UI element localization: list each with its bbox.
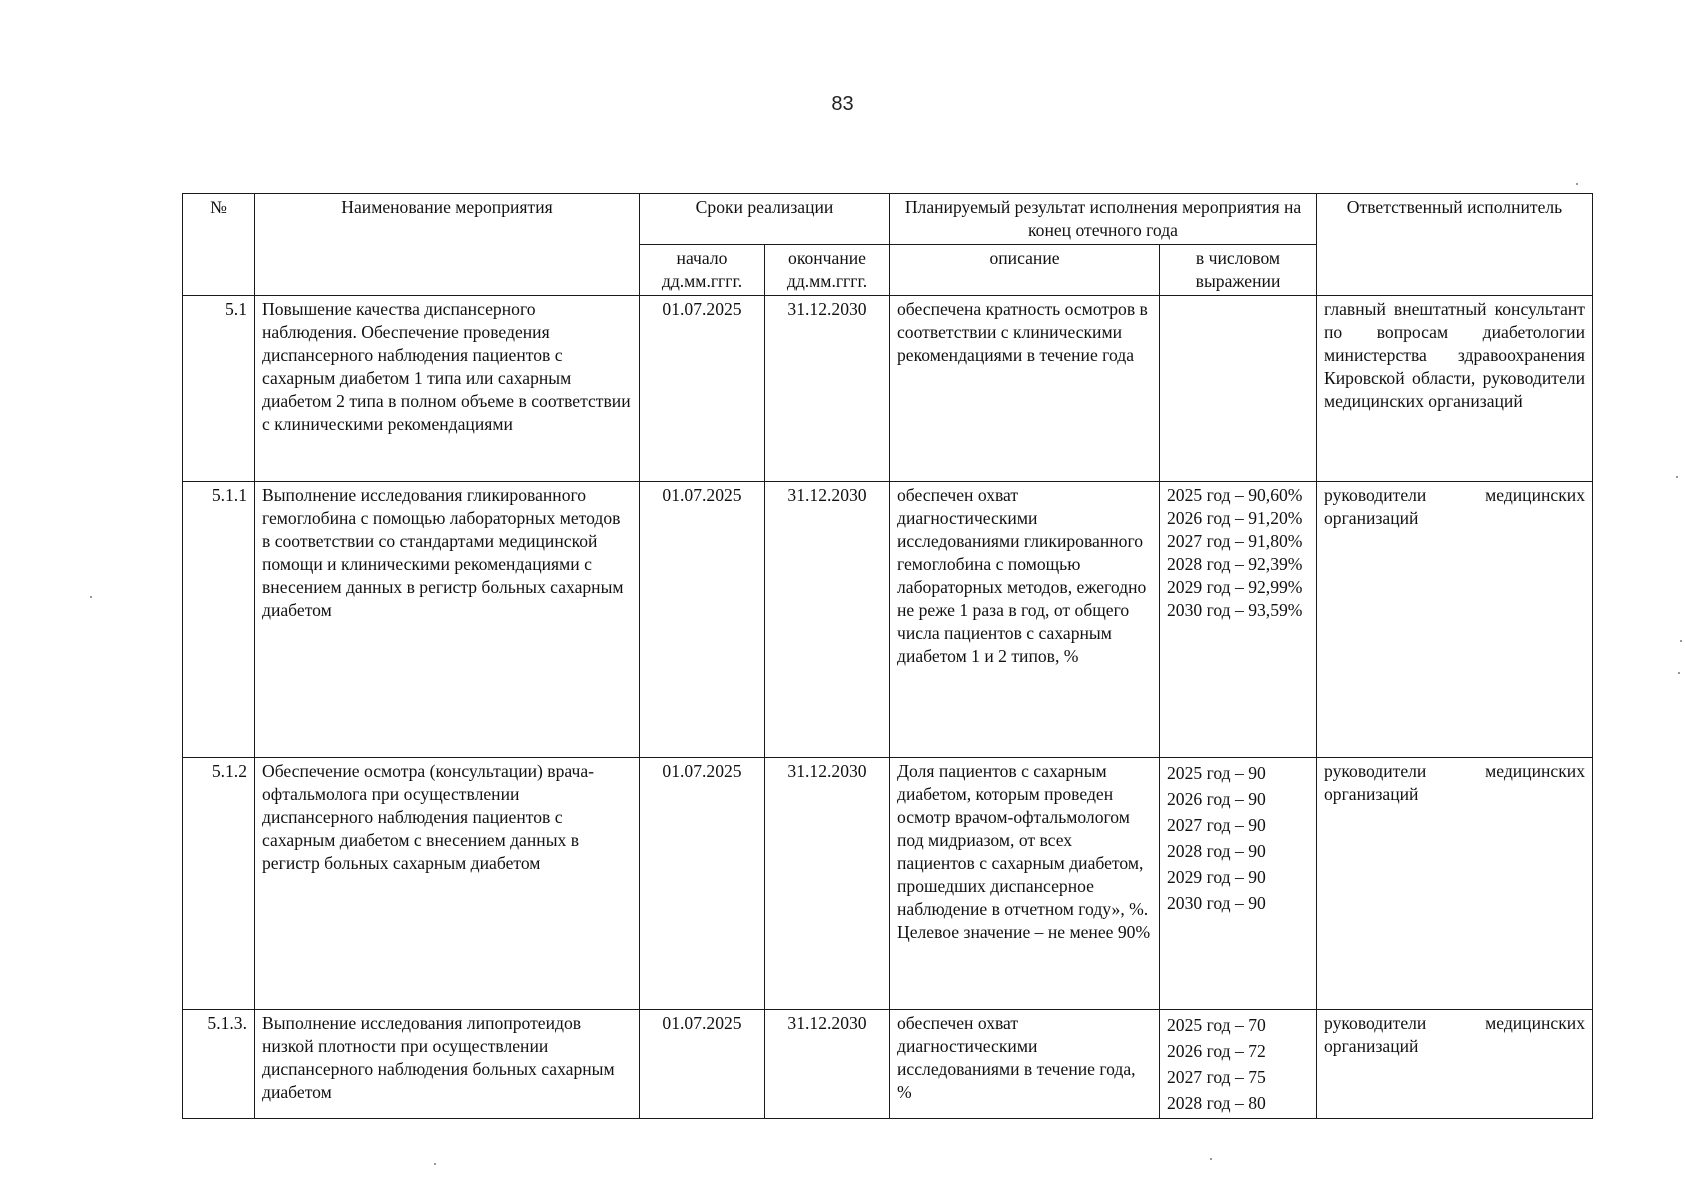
row-start-date: 01.07.2025 — [640, 296, 765, 482]
numeric-value-item: 2025 год – 90,60% — [1167, 485, 1303, 505]
row-end-date: 31.12.2030 — [765, 296, 890, 482]
table-row — [183, 1010, 1593, 1119]
row-description: обеспечена кратность осмотров в соответствии с клиническими рекомендациями в течение года — [890, 296, 1160, 482]
numeric-value-item: 2026 год – 91,20% — [1167, 508, 1303, 528]
row-activity-name: Повышение качества диспансерного наблюдения. Обеспечение проведения диспансерного наблюдения пациентов с сахарным диабетом 1 типа или сахарным диабетом 2 типа в полном объеме в соответствии с клиническими рекомендациями — [255, 296, 640, 482]
scan-speck — [434, 1163, 436, 1165]
row-description: обеспечен охват диагностическими исследованиями гликированного гемоглобина с помощью лабораторных методов, ежегодно не реже 1 раза в год, от общего числа пациентов с сахарным диабетом 1 и 2 типов, % — [890, 482, 1160, 758]
page-number: 83 — [831, 93, 854, 115]
activities-table — [182, 193, 1593, 1119]
header-start-date: начало дд.мм.гггг. — [640, 245, 765, 296]
header-terms: Сроки реализации — [640, 194, 890, 245]
row-number: 5.1.1 — [183, 482, 255, 758]
row-start-date: 01.07.2025 — [640, 1010, 765, 1119]
row-responsible: руководители медицинских организаций — [1317, 482, 1593, 758]
row-activity-name: Выполнение исследования липопротеидов низкой плотности при осуществлении диспансерного наблюдения больных сахарным диабетом — [255, 1010, 640, 1119]
row-responsible: руководители медицинских организаций — [1317, 758, 1593, 1010]
scan-speck — [1676, 476, 1678, 478]
table-row — [183, 482, 1593, 758]
row-number: 5.1 — [183, 296, 255, 482]
scan-speck — [1678, 672, 1680, 674]
scan-speck — [1680, 640, 1682, 642]
header-end-date: окончание дд.мм.гггг. — [765, 245, 890, 296]
row-description: обеспечен охват диагностическими исследованиями в течение года, % — [890, 1010, 1160, 1119]
row-end-date: 31.12.2030 — [765, 482, 890, 758]
row-number: 5.1.2 — [183, 758, 255, 1010]
row-responsible: руководители медицинских организаций — [1317, 1010, 1593, 1119]
row-end-date: 31.12.2030 — [765, 1010, 890, 1119]
row-start-date: 01.07.2025 — [640, 758, 765, 1010]
scan-speck — [1210, 1158, 1212, 1160]
row-activity-name: Выполнение исследования гликированного гемоглобина с помощью лабораторных методов в соответствии со стандартами медицинской помощи и клиническими рекомендациями с внесением данных в регистр больных сахарным диабетом — [255, 482, 640, 758]
row-activity-name: Обеспечение осмотра (консультации) врача-офтальмолога при осуществлении диспансерного наблюдения пациентов с сахарным диабетом с внесением данных в регистр больных сахарным диабетом — [255, 758, 640, 1010]
row-end-date: 31.12.2030 — [765, 758, 890, 1010]
scan-speck — [90, 596, 92, 598]
header-activity-name: Наименование мероприятия — [255, 194, 640, 296]
header-number: № — [183, 194, 255, 296]
row-start-date: 01.07.2025 — [640, 482, 765, 758]
table-row — [183, 296, 1593, 482]
header-description: описание — [890, 245, 1160, 296]
row-numeric-value — [1160, 482, 1317, 758]
numeric-value-item: 2029 год – 92,99% — [1167, 577, 1303, 597]
row-numeric-value — [1160, 296, 1317, 482]
row-number: 5.1.3. — [183, 1010, 255, 1119]
header-planned-result: Планируемый результат исполнения мероприятия на конец отечного года — [890, 194, 1317, 245]
row-numeric-value: 2025 год – 90 2026 год – 90 2027 год – 90 2028 год – 90 2029 год – 90 2030 год – 90 — [1160, 758, 1317, 1010]
row-responsible: главный внештатный консультант по вопросам диабетологии министерства здравоохранения Кировской области, руководители медицинских организаций — [1317, 296, 1593, 482]
numeric-value-item: 2027 год – 91,80% — [1167, 531, 1303, 551]
row-description: Доля пациентов с сахарным диабетом, которым проведен осмотр врачом-офтальмологом под мидриазом, от всех пациентов с сахарным диабетом, прошедших диспансерное наблюдение в отчетном году», %. Целевое значение – не менее 90% — [890, 758, 1160, 1010]
numeric-value-item: 2030 год – 93,59% — [1167, 600, 1303, 620]
header-responsible: Ответственный исполнитель — [1317, 194, 1593, 296]
header-numeric-value: в числовом выражении — [1160, 245, 1317, 296]
numeric-value-item: 2028 год – 92,39% — [1167, 554, 1303, 574]
scan-speck — [1576, 183, 1578, 185]
row-numeric-value: 2025 год – 70 2026 год – 72 2027 год – 75 2028 год – 80 — [1160, 1010, 1317, 1119]
table-row — [183, 758, 1593, 1010]
